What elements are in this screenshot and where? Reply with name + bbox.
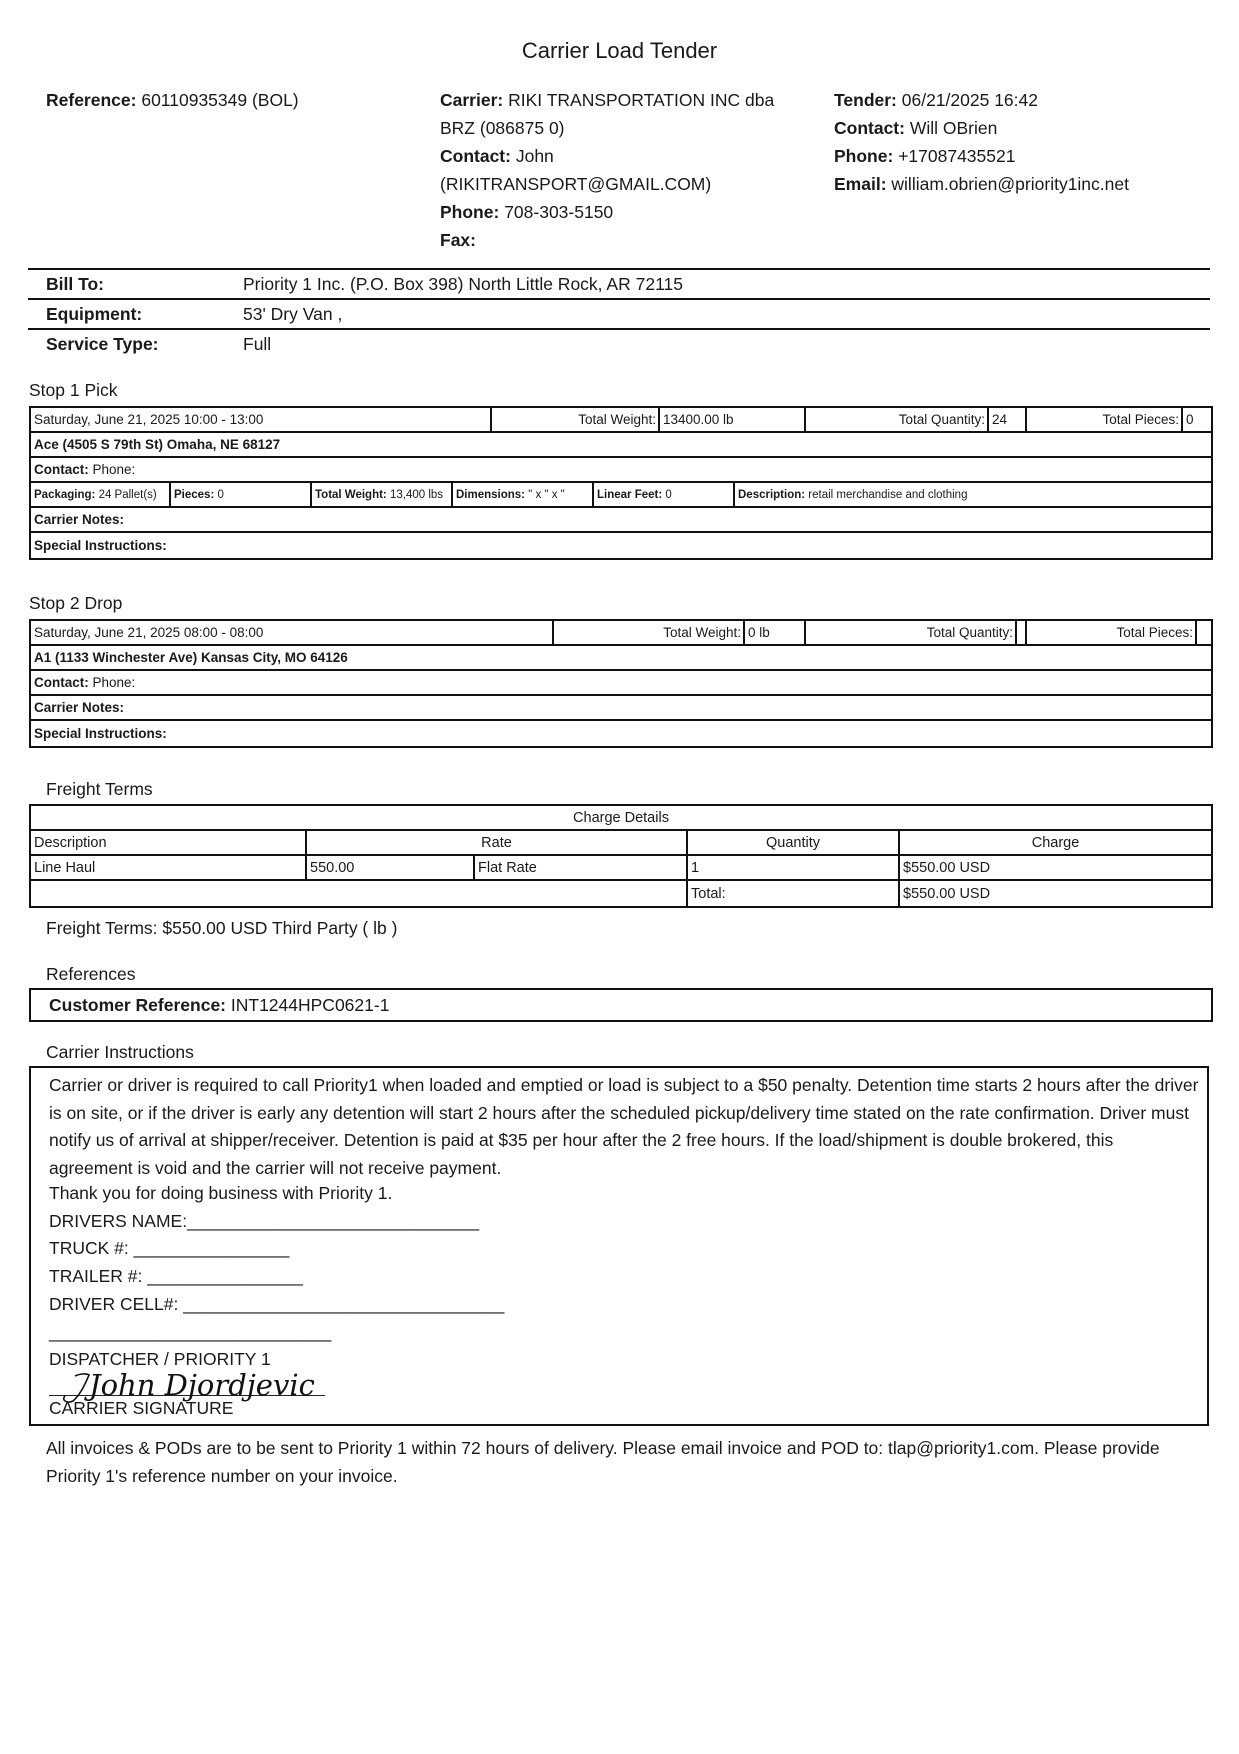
stop1-contact xyxy=(31,458,135,481)
stop1-packaging xyxy=(31,483,171,506)
stop1-location: Ace (4505 S 79th St) Omaha, NE 68127 xyxy=(34,437,281,452)
p1-contact: Will OBrien xyxy=(909,118,998,138)
service-type-value: Full xyxy=(243,333,272,354)
footer-note: All invoices & PODs are to be sent to Priority 1 within 72 hours of delivery. Please email invoice and POD to: tlap@priority1.com. Please provide Priority 1's reference number on your invoice. xyxy=(46,1438,1160,1486)
tender-date: 06/21/2025 16:42 xyxy=(901,90,1038,110)
stop1-datetime: Saturday, June 21, 2025 10:00 - 13:00 xyxy=(31,408,492,431)
drivers-name-line: DRIVERS NAME:______________________________ xyxy=(49,1210,480,1231)
dispatcher-signature-line: _____________________________ xyxy=(49,1321,332,1342)
equipment-value: 53' Dry Van , xyxy=(243,303,343,324)
stop1-description xyxy=(735,483,1211,506)
dimensions-value: " x " x " xyxy=(528,488,565,501)
carrier-signature-label: CARRIER SIGNATURE xyxy=(49,1398,234,1418)
bill-row xyxy=(28,300,1210,330)
reference-label: Reference: xyxy=(46,90,137,110)
carrier-phone: 708-303-5150 xyxy=(504,202,614,222)
p1-phone: +17087435521 xyxy=(898,146,1016,166)
description-value: retail merchandise and clothing xyxy=(808,488,968,501)
stop2-location-row xyxy=(31,646,1211,671)
stop2-table xyxy=(29,619,1213,748)
carrier-block xyxy=(440,86,800,254)
stop1-total-quantity-label: Total Quantity: xyxy=(806,408,989,431)
total-spacer xyxy=(31,881,688,906)
bill-to-label: Bill To: xyxy=(46,273,104,294)
stop2-carrier-notes-row xyxy=(31,696,1211,721)
references-heading: References xyxy=(46,964,136,984)
stop2-total-quantity-label: Total Quantity: xyxy=(806,621,1017,644)
bill-row xyxy=(28,270,1210,300)
stop1-summary-row xyxy=(31,408,1211,433)
bill-row xyxy=(28,330,1210,358)
dispatcher-label: DISPATCHER / PRIORITY 1 xyxy=(49,1349,271,1370)
total-value: $550.00 USD xyxy=(903,885,991,902)
p1-contact-label: Contact: xyxy=(834,118,905,138)
tender-label: Tender: xyxy=(834,90,897,110)
stop1-pieces xyxy=(171,483,312,506)
description-label: Description: xyxy=(738,488,806,501)
pieces-value: 0 xyxy=(217,488,224,501)
p1-email: william.obrien@priority1inc.net xyxy=(891,174,1129,194)
carrier-name: RIKI TRANSPORTATION INC dba xyxy=(508,90,775,110)
bill-to-value: Priority 1 Inc. (P.O. Box 398) North Little Rock, AR 72115 xyxy=(243,273,683,294)
stop1-phone-label: Phone: xyxy=(92,462,136,477)
carrier-fax-label: Fax: xyxy=(440,230,476,250)
col-rate: Rate xyxy=(307,831,688,854)
stop2-contact-label: Contact: xyxy=(34,675,89,690)
stop1-heading: Stop 1 Pick xyxy=(29,380,118,400)
stop2-contact xyxy=(31,671,135,694)
bill-to-table xyxy=(28,268,1210,358)
stop1-dimensions xyxy=(453,483,594,506)
stop2-location: A1 (1133 Winchester Ave) Kansas City, MO 64126 xyxy=(34,650,348,665)
stop1-total-pieces-label: Total Pieces: xyxy=(1027,408,1183,431)
driver-cell-line: DRIVER CELL#: _________________________________ xyxy=(49,1293,505,1314)
linear-feet-value: 0 xyxy=(665,488,672,501)
col-charge: Charge xyxy=(1031,834,1080,851)
tender-block xyxy=(834,86,1234,198)
p1-email-label: Email: xyxy=(834,174,887,194)
linear-feet-label: Linear Feet: xyxy=(597,488,663,501)
carrier-label: Carrier: xyxy=(440,90,504,110)
instructions-lines xyxy=(49,1180,504,1374)
col-description: Description xyxy=(31,831,307,854)
carrier-contact-label: Contact: xyxy=(440,146,511,166)
carrier-name-line2: BRZ (086875 0) xyxy=(440,118,565,138)
total-row xyxy=(31,881,1211,906)
stop2-total-weight: 0 lb xyxy=(745,621,806,644)
line-rate-type: Flat Rate xyxy=(475,856,688,879)
line-description: Line Haul xyxy=(31,856,307,879)
line-quantity: 1 xyxy=(688,856,900,879)
packaging-value: 24 Pallet(s) xyxy=(98,488,157,501)
charge-details-header-row xyxy=(31,806,1211,831)
stop1-total-quantity: 24 xyxy=(989,408,1027,431)
stop2-total-pieces xyxy=(1197,621,1211,644)
stop1-packaging-row xyxy=(31,483,1211,508)
service-type-label: Service Type: xyxy=(46,333,159,354)
carrier-phone-label: Phone: xyxy=(440,202,500,222)
freight-terms-heading: Freight Terms xyxy=(46,779,153,799)
carrier-instructions-box xyxy=(29,1066,1209,1426)
p1-phone-label: Phone: xyxy=(834,146,894,166)
carrier-instructions-heading: Carrier Instructions xyxy=(46,1042,194,1062)
stop1-linear-feet xyxy=(594,483,735,506)
charge-details-table xyxy=(29,804,1213,908)
references-table xyxy=(29,988,1213,1022)
stop1-total-pieces: 0 xyxy=(1186,412,1194,427)
table-row xyxy=(31,856,1211,881)
packaging-label: Packaging: xyxy=(34,488,96,501)
stop2-phone-label: Phone: xyxy=(92,675,136,690)
reference-block xyxy=(46,86,426,114)
stop1-weight xyxy=(312,483,453,506)
stop1-contact-row xyxy=(31,458,1211,483)
stop2-heading: Stop 2 Drop xyxy=(29,593,123,613)
stop1-carrier-notes-row xyxy=(31,508,1211,533)
trailer-line: TRAILER #: ________________ xyxy=(49,1266,303,1287)
charge-details-title: Charge Details xyxy=(573,809,669,826)
total-label: Total: xyxy=(688,881,900,906)
document-title: Carrier Load Tender xyxy=(521,38,718,63)
weight-label: Total Weight: xyxy=(315,488,387,501)
customer-reference-label: Customer Reference: xyxy=(49,994,226,1015)
dimensions-label: Dimensions: xyxy=(456,488,526,501)
stop1-table xyxy=(29,406,1213,560)
stop2-special-row xyxy=(31,721,1211,746)
stop2-total-weight-label: Total Weight: xyxy=(554,621,745,644)
customer-reference xyxy=(31,995,389,1016)
stop2-total-pieces-label: Total Pieces: xyxy=(1027,621,1197,644)
line-rate: 550.00 xyxy=(307,856,475,879)
stop2-datetime: Saturday, June 21, 2025 08:00 - 08:00 xyxy=(31,621,554,644)
stop2-special-instructions: Special Instructions: xyxy=(34,726,167,741)
stop2-summary-row xyxy=(31,621,1211,646)
stop1-total-weight-label: Total Weight: xyxy=(492,408,660,431)
stop1-special-row xyxy=(31,533,1211,558)
stop2-carrier-notes: Carrier Notes: xyxy=(34,700,125,715)
stop1-total-weight: 13400.00 lb xyxy=(660,408,806,431)
carrier-contact: John xyxy=(515,146,554,166)
stop2-contact-row xyxy=(31,671,1211,696)
pieces-label: Pieces: xyxy=(174,488,215,501)
carrier-contact-email: (RIKITRANSPORT@GMAIL.COM) xyxy=(440,174,712,194)
charge-column-headers xyxy=(31,831,1211,856)
instructions-paragraph: Carrier or driver is required to call Priority1 when loaded and emptied or load is subject to a $50 penalty. Detention time starts 2 hours after the driver is on site, or if the driver is early any detention will start 2 hours after the scheduled pickup/delivery time stated on the rate confirmation. Driver must notify us of arrival at shipper/receiver. Detention is paid at $35 per hour after the 2 free hours. If the load/shipment is double brokered, this agreement is void and the carrier will not receive payment. xyxy=(49,1075,1199,1179)
col-quantity: Quantity xyxy=(688,831,900,854)
customer-reference-value: INT1244HPC0621-1 xyxy=(230,994,390,1015)
line-charge: $550.00 USD xyxy=(903,859,991,876)
truck-line: TRUCK #: ________________ xyxy=(49,1238,290,1259)
stop1-special-instructions: Special Instructions: xyxy=(34,538,167,553)
thanks-line: Thank you for doing business with Priority 1. xyxy=(49,1183,393,1203)
stop1-location-row xyxy=(31,433,1211,458)
weight-value: 13,400 lbs xyxy=(389,488,444,501)
stop2-total-quantity xyxy=(1017,621,1027,644)
signature-text: John Djordjevic xyxy=(89,1368,315,1402)
stop1-contact-label: Contact: xyxy=(34,462,89,477)
stop1-carrier-notes: Carrier Notes: xyxy=(34,512,125,527)
freight-terms-summary: Freight Terms: $550.00 USD Third Party ( lb ) xyxy=(46,918,398,938)
reference-value: 60110935349 (BOL) xyxy=(141,90,299,110)
equipment-label: Equipment: xyxy=(46,303,143,324)
